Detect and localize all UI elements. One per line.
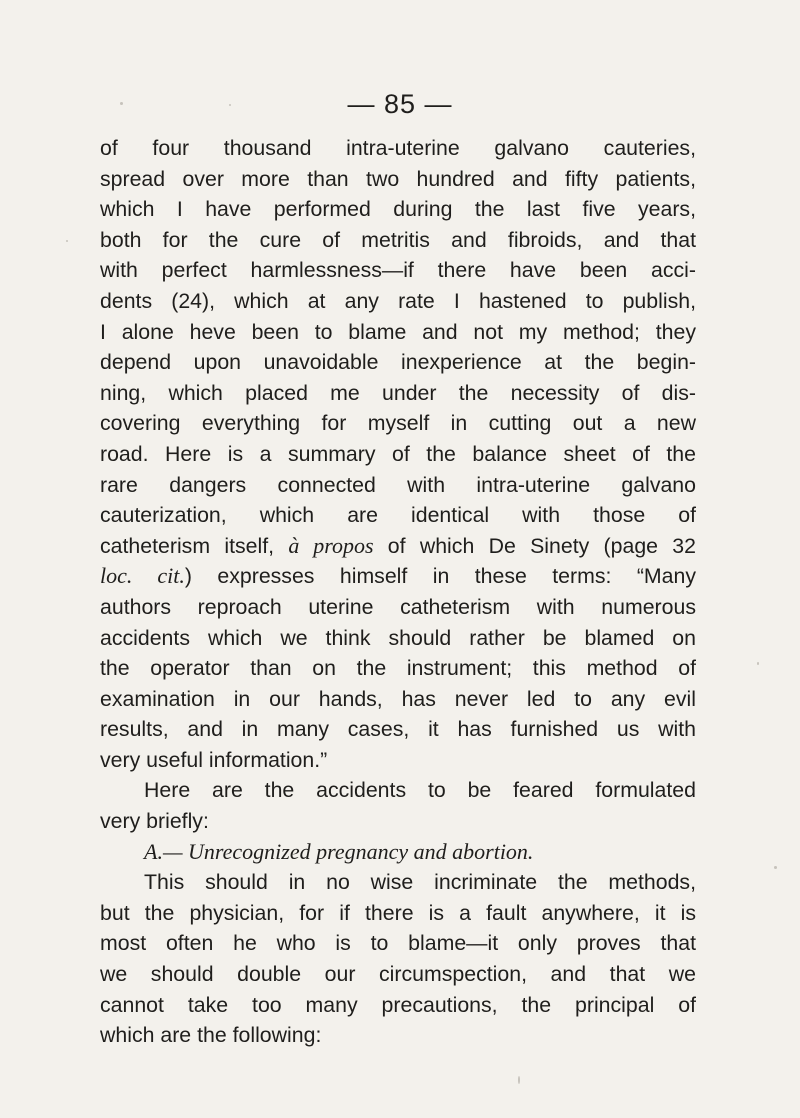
text-line: Here are the accidents to be feared formulated	[144, 778, 696, 803]
paper-speck	[229, 104, 231, 106]
text-line: accidents which we think should rather be blamed on	[100, 625, 696, 650]
paper-speck	[774, 866, 777, 869]
text-line: we should double our circumspection, and that we	[100, 962, 696, 987]
text-run: ) expresses himself in these terms: “Many	[184, 564, 696, 589]
italic-phrase: à propos	[288, 532, 374, 558]
paper-speck	[518, 1076, 520, 1084]
paper-speck	[66, 240, 68, 242]
text-line: but the physician, for if there is a fault anywhere, it is	[100, 900, 696, 925]
text-line: spread over more than two hundred and fifty patients,	[100, 166, 696, 191]
text-run: catheterism itself,	[100, 533, 275, 558]
text-line: the operator than on the instrument; this method of	[100, 656, 696, 681]
text-line: I alone heve been to blame and not my method; they	[100, 319, 696, 344]
text-line: examination in our hands, has never led to any evil	[100, 686, 696, 711]
text-line: which I have performed during the last five years,	[100, 197, 696, 222]
text-line: most often he who is to blame—it only proves that	[100, 931, 696, 956]
text-line: road. Here is a summary of the balance sheet of the	[100, 441, 696, 466]
italic-phrase: loc. cit.	[100, 563, 185, 589]
text-line: cauterization, which are identical with those of	[100, 503, 696, 528]
text-line: cannot take too many precautions, the principal of	[100, 992, 696, 1017]
section-heading-a: A.— Unrecognized pregnancy and abortion.	[144, 838, 534, 864]
text-line: of four thousand intra-uterine galvano cauteries,	[100, 136, 696, 160]
text-line: covering everything for myself in cutting out a new	[100, 411, 696, 436]
text-line: with perfect harmlessness—if there have been acci-	[100, 258, 696, 283]
text-line: authors reproach uterine catheterism with numerous	[100, 594, 696, 619]
text-line: which are the following:	[100, 1023, 322, 1048]
text-line: rare dangers connected with intra-uterine galvano	[100, 472, 696, 497]
text-line-mixed	[100, 531, 696, 562]
text-line: very useful information.”	[100, 747, 328, 772]
body-text	[100, 133, 696, 1051]
text-line-mixed	[100, 561, 696, 592]
paper-speck	[120, 102, 123, 105]
text-line: results, and in many cases, it has furnished us with	[100, 717, 696, 742]
text-line: dents (24), which at any rate I hastened to publish,	[100, 288, 696, 313]
text-line: This should in no wise incriminate the methods,	[144, 870, 696, 895]
paper-speck	[757, 662, 759, 665]
text-line: ning, which placed me under the necessity of dis-	[100, 380, 696, 405]
page-number: — 85 —	[347, 89, 453, 119]
text-line: both for the cure of metritis and fibroids, and that	[100, 227, 696, 252]
text-line: depend upon unavoidable inexperience at the begin-	[100, 350, 696, 375]
text-run: of which De Sinety (page 32	[387, 533, 696, 558]
text-line: very briefly:	[100, 809, 209, 834]
